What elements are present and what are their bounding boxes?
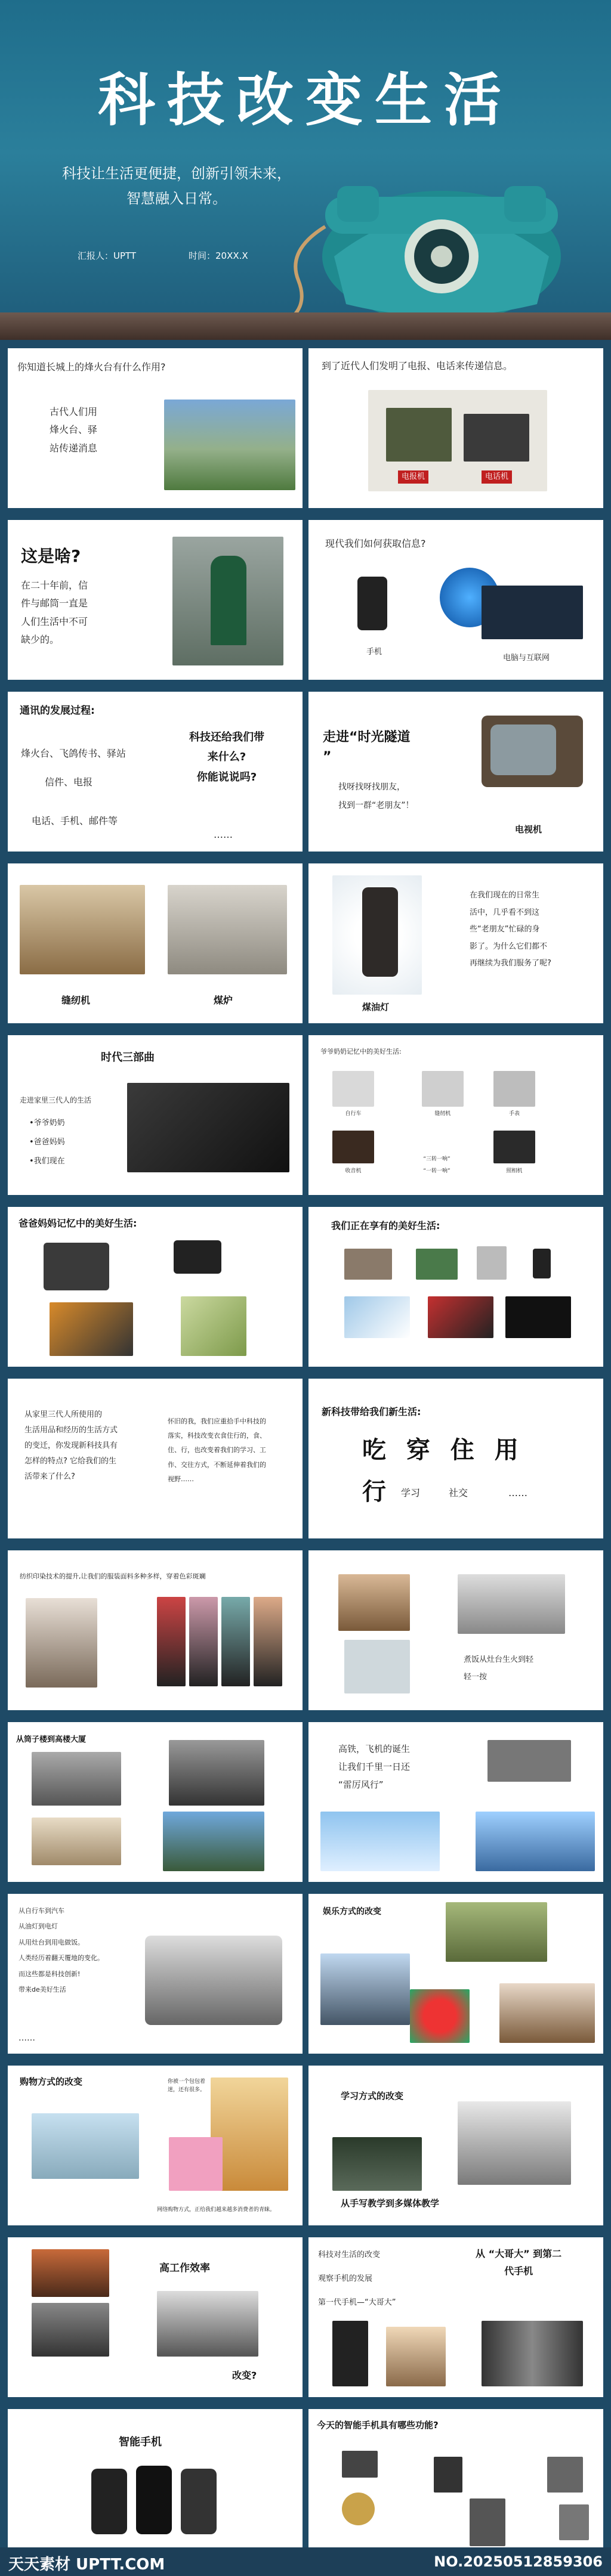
- room-photo: [32, 1818, 121, 1865]
- slide-heading: 购物方式的改变: [20, 2076, 83, 2087]
- slide-old-tools: [8, 863, 303, 1023]
- radio-photo: [145, 1936, 282, 2025]
- factory-photo: [32, 2249, 109, 2297]
- three-turns-caption: “三转一响”: [423, 1156, 450, 1162]
- slide-body: 在我们现在的日常生 活中，几乎看不到这 些“老朋友”忙碌的身 影了。为什么它们都不 再继续为我们服务了呢?: [470, 891, 551, 968]
- slide-reflection: [8, 1379, 303, 1538]
- slide-our-life: [308, 1207, 603, 1367]
- slide-heading: 爸爸妈妈记忆中的美好生活:: [18, 1218, 137, 1229]
- office-photo: [32, 2303, 109, 2357]
- compass-icon: [342, 2493, 375, 2525]
- slide-mailbox: [8, 520, 303, 680]
- laptop-pink-photo: [169, 2137, 223, 2191]
- shopping-note-1: 你被一个包包着 迷，还有很多。: [168, 2079, 206, 2094]
- slide-body: 找呀找呀找朋友， 找到一群“老朋友”！: [338, 782, 414, 810]
- stove-caption: 煤炉: [214, 995, 233, 1006]
- car-factory-photo: [157, 2291, 258, 2357]
- dance-photo: [320, 1953, 410, 2025]
- reporter-label: 汇报人：UPTT: [78, 250, 137, 261]
- slide-body: 从手写教学到多媒体教学: [341, 2198, 440, 2209]
- big-brother-phone-photo: [332, 2321, 368, 2386]
- slide-heading: 高工作效率: [159, 2262, 210, 2274]
- table-surface: [0, 312, 611, 340]
- slide-work-efficiency: [8, 2237, 303, 2397]
- slide-telegraph: [308, 348, 603, 508]
- phone-lineup-photo: [482, 2321, 583, 2386]
- slide-right-text: 怀旧的我，我们应重拾手中科技的 落实，科技改变衣食住行的，食、 住、行，也改变着我们的学习、工 作、交往方式，不断延伸着我们的 视野……: [168, 1417, 266, 1483]
- cover-slide: [0, 0, 611, 340]
- cooking-photo: [338, 1574, 410, 1631]
- slide-beacon-tower: [8, 348, 303, 508]
- watch-caption: 手表: [508, 1111, 520, 1117]
- computer-caption: 电脑与互联网: [502, 654, 550, 662]
- slide-new-life: [308, 1379, 603, 1538]
- ellipsis: ……: [508, 1487, 527, 1498]
- slide-learning: [308, 2066, 603, 2225]
- time-label: 时间：20XX.X: [189, 250, 248, 261]
- house-photo: [416, 1249, 458, 1280]
- slide-heading: 走进“时光隧道 ”: [323, 730, 411, 764]
- slide-cooking: [308, 1550, 603, 1710]
- evolution-line-3: 第一代手机—“大哥大”: [318, 2298, 396, 2307]
- slide-right-text: 从 “大哥大” 到第二 代手机: [476, 2248, 562, 2277]
- slide-smartphone-functions: [308, 2409, 603, 2569]
- slide-heading: 娱乐方式的改变: [323, 1907, 381, 1916]
- washer-photo: [477, 1246, 507, 1280]
- lamp-caption: 煤油灯: [362, 1002, 390, 1013]
- phone-icon: [357, 577, 387, 630]
- kitchen-photo: [458, 1574, 565, 1634]
- sewing-machine-photo: [20, 885, 145, 974]
- slide-phone-evolution: [308, 2237, 603, 2397]
- tv-screen: [490, 724, 556, 775]
- flat-tv-photo: [505, 1296, 571, 1338]
- evolution-line-2: 观察手机的发展: [318, 2274, 373, 2283]
- car-photo: [487, 1740, 571, 1782]
- keyword-study: 学习: [401, 1487, 421, 1498]
- ellipsis: ……: [214, 829, 233, 840]
- slide-housing: [8, 1722, 303, 1882]
- slide-progress: [8, 1894, 303, 2054]
- slide-heading: 从筒子楼到高楼大厦: [16, 1735, 87, 1744]
- big-keywords: 吃 穿 住 用: [362, 1436, 524, 1464]
- bicycle-photo: [332, 1071, 374, 1107]
- slide-shopping: [8, 2066, 303, 2225]
- footer-bar: [0, 2547, 611, 2576]
- mailbox-icon: [211, 556, 246, 645]
- slide-heading: 今天的智能手机具有哪些功能?: [317, 2420, 439, 2431]
- sewing-caption: 缝纫机: [61, 995, 91, 1006]
- slide-parents-life: [8, 1207, 303, 1367]
- car-photo: [344, 1249, 392, 1280]
- slide-heading: 通讯的发展过程:: [20, 705, 95, 717]
- slide-body: 从自行车到汽车 从油灯到电灯 从用灶台到用电做饭。 人类经历着翻天覆地的变化。 而这些都是科技创新! 带来de美好生活: [18, 1907, 104, 1993]
- old-building-photo: [32, 1752, 121, 1806]
- generation-2: •爸爸妈妈: [29, 1138, 65, 1147]
- slide-heading: 爷爷奶奶记忆中的美好生活:: [320, 1048, 402, 1055]
- slide-question: 改变?: [232, 2370, 257, 2381]
- telegraph-tag: 电报机: [398, 470, 428, 484]
- slide-intro: 走进家里三代人的生活: [20, 1096, 92, 1104]
- history-line-3: 电话、手机、邮件等: [32, 815, 118, 826]
- phone-icon: [470, 2498, 505, 2546]
- slide-transport: [308, 1722, 603, 1882]
- telephone-tag: 电话机: [482, 470, 512, 484]
- smartphone-photo-3: [181, 2469, 217, 2534]
- camera-photo: [493, 1131, 535, 1163]
- sewing-caption: 缝纫机: [434, 1111, 451, 1117]
- coal-stove-photo: [168, 885, 287, 974]
- rice-cooker-photo: [344, 1640, 410, 1693]
- clothing-photo-5: [254, 1597, 282, 1686]
- walkman-photo: [50, 1302, 133, 1356]
- pager-photo: [174, 1240, 221, 1274]
- telephone-icon: [342, 2451, 378, 2478]
- angry-birds-photo: [410, 1989, 470, 2043]
- big-keyword-travel: 行: [362, 1478, 386, 1506]
- ellipsis: ……: [18, 2033, 35, 2043]
- slide-body: 高铁，飞机的诞生 让我们千里一日还 “雷厉风行”: [338, 1744, 411, 1790]
- great-wall-photo: [164, 400, 295, 490]
- history-line-1: 烽火台、飞鸽传书、驿站: [21, 748, 126, 759]
- cover-title: 科技改变生活: [98, 66, 513, 134]
- slide-time-tunnel: [308, 692, 603, 852]
- slide-heading: 到了近代人们发明了电报、电话来传递信息。: [322, 360, 513, 371]
- generation-3: •我们现在: [29, 1157, 65, 1166]
- lamp-icon: [362, 887, 398, 977]
- airplane-photo: [344, 1296, 410, 1338]
- slide-communication-history: [8, 692, 303, 852]
- watch-photo: [493, 1071, 535, 1107]
- camera-caption: 照相机: [506, 1168, 523, 1174]
- slide-left-text: 从家里三代人所使用的 生活用品和经历的生活方式 的变迁，你发现新科技具有 怎样的特点? 它给我们的生 活带来了什么?: [24, 1410, 118, 1481]
- clothing-photo-4: [221, 1597, 250, 1686]
- outdoor-game-photo: [446, 1902, 547, 1962]
- slide-heading: 这是啥?: [21, 546, 81, 566]
- slide-heading: 新科技带给我们新生活:: [322, 1406, 421, 1417]
- footer-site: 天天素材 UPTT.COM: [8, 2556, 165, 2574]
- slide-body: 在二十年前，信 件与邮筒一直是 人们生活中不可 缺少的。: [21, 580, 88, 646]
- smartphone-photo-2: [136, 2466, 172, 2534]
- slide-kerosene-lamp: [308, 863, 603, 1023]
- footer-number: NO.20250512859306: [434, 2553, 603, 2570]
- telephone-machine-icon: [464, 414, 529, 462]
- slide-question: 现代我们如何获取信息?: [325, 538, 426, 549]
- slide-question: 科技还给我们带 来什么? 你能说说吗?: [189, 731, 264, 784]
- sewing-photo: [422, 1071, 464, 1107]
- telegraph-machine-icon: [386, 408, 452, 462]
- supermarket-photo: [32, 2113, 139, 2179]
- appliance-photo: [181, 1296, 246, 1356]
- music-player-icon: [559, 2504, 589, 2540]
- slide-heading: 时代三部曲: [101, 1051, 155, 1064]
- phone-photo: [533, 1249, 551, 1278]
- keyword-social: 社交: [449, 1487, 468, 1498]
- high-speed-train-photo: [476, 1812, 595, 1871]
- airplane-photo: [320, 1812, 440, 1871]
- shopping-note-2: 网络购物方式，正给我们越来越多消费者的青睐。: [157, 2207, 276, 2213]
- slide-textile: [8, 1550, 303, 1710]
- slide-three-generations: [8, 1035, 303, 1195]
- slide-heading: 学习方式的改变: [341, 2091, 404, 2101]
- slide-heading: 我们正在享有的美好生活:: [331, 1220, 440, 1231]
- slide-heading: 智能手机: [119, 2436, 162, 2448]
- tv-caption: 电视机: [515, 824, 542, 835]
- blackboard-photo: [332, 2137, 422, 2191]
- slide-heading: 纺织印染技术的提升,让我们的服装面料多种多样，穿着色彩斑斓: [20, 1572, 206, 1580]
- clothing-photo-2: [157, 1597, 186, 1686]
- slide-entertainment: [308, 1894, 603, 2054]
- clothing-photo-3: [189, 1597, 218, 1686]
- smartphone-photo-1: [91, 2469, 127, 2534]
- generation-1: •爷爷奶奶: [29, 1119, 65, 1128]
- person-phone-photo: [386, 2327, 446, 2386]
- radio-caption: 收音机: [345, 1168, 362, 1174]
- slide-body: 古代人们用 烽火台、驿 站传递消息: [50, 406, 98, 454]
- slide-grandparents-life: [308, 1035, 603, 1195]
- camera-photo: [127, 1083, 289, 1172]
- radio-photo: [332, 1131, 374, 1163]
- slide-modern-info: [308, 520, 603, 680]
- evolution-line-1: 科技对生活的改变: [318, 2250, 381, 2259]
- bicycle-caption: 自行车: [345, 1111, 362, 1117]
- calculator-icon: [434, 2457, 462, 2493]
- one-turn-caption: “一转一响”: [423, 1168, 450, 1174]
- slide-body: 煮饭从灶台生火到轻 轻一按: [464, 1655, 534, 1682]
- clothing-photo-1: [26, 1598, 97, 1688]
- laptop-icon: [482, 586, 583, 639]
- old-tv-photo: [44, 1243, 109, 1290]
- crowd-photo: [169, 1740, 264, 1806]
- family-tablet-photo: [499, 1983, 595, 2043]
- cover-subtitle: 科技让生活更便捷，创新引领未来，智慧融入日常。: [62, 165, 291, 207]
- multimedia-classroom-photo: [458, 2101, 571, 2185]
- phone-caption: 手机: [366, 648, 382, 657]
- slide-smartphone: [8, 2409, 303, 2569]
- history-line-2: 信件、电报: [45, 776, 93, 788]
- slide-question: 你知道长城上的烽火台有什么作用?: [17, 361, 166, 373]
- camera-icon: [547, 2457, 583, 2493]
- train-photo: [428, 1296, 493, 1338]
- skyscraper-photo: [163, 1812, 264, 1871]
